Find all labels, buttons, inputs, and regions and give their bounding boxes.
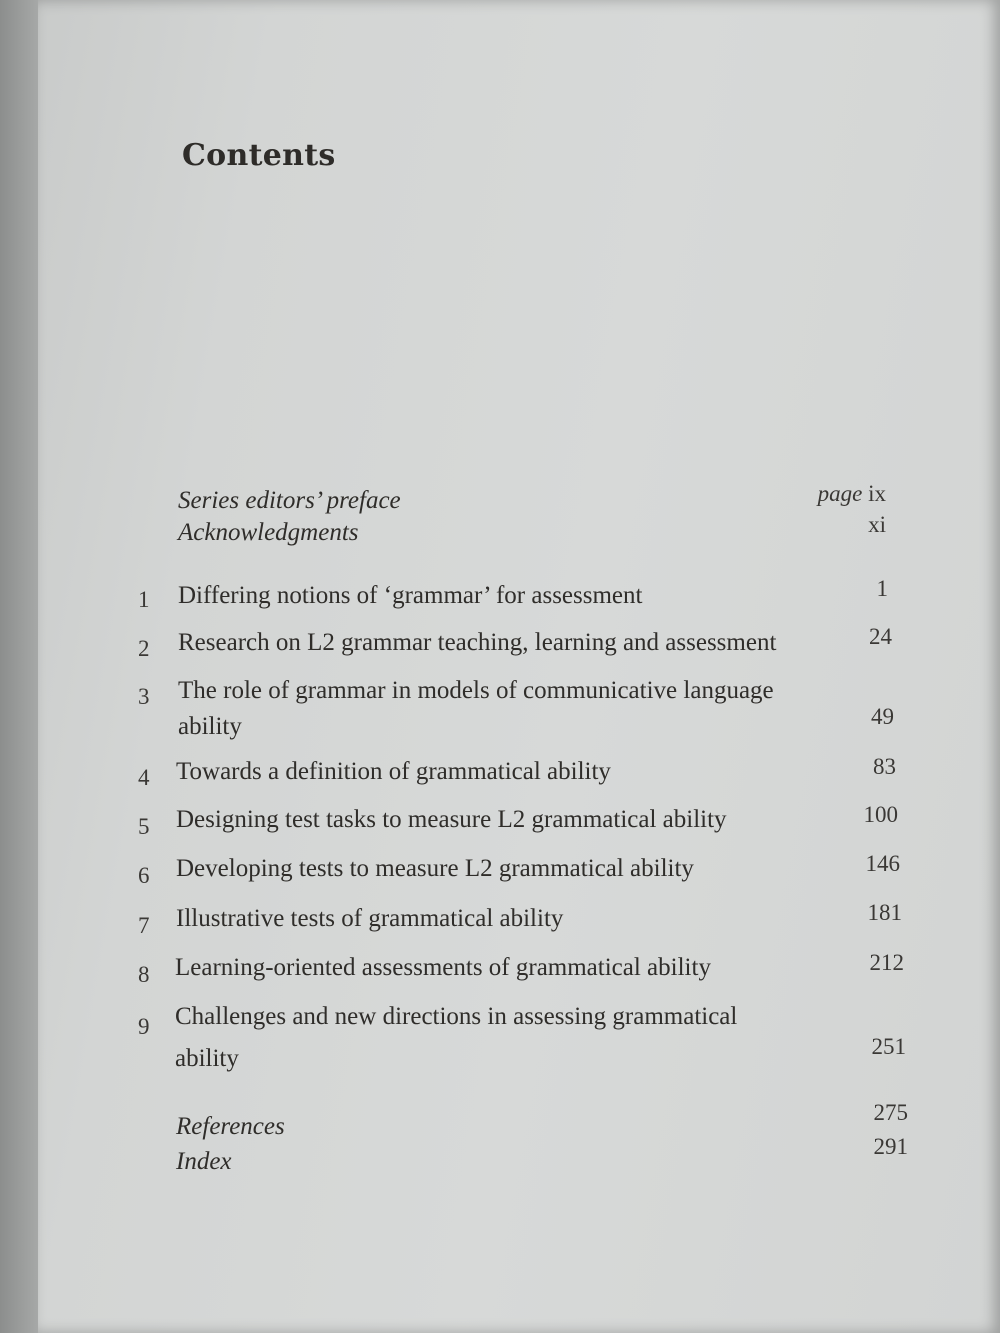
chapter-title-line-1: Challenges and new directions in assessing grammatical — [175, 1003, 738, 1030]
chapter-number: 6 — [138, 863, 150, 888]
chapter-title-line-2: ability — [175, 1045, 239, 1072]
chapter-page: 24 — [869, 624, 892, 649]
toc-entry-index: Index — [176, 1148, 232, 1175]
chapter-page: 1 — [876, 576, 888, 601]
chapter-page: 100 — [863, 802, 898, 827]
chapter-title: Developing tests to measure L2 grammatical ability — [176, 855, 694, 882]
chapter-title-line-2: ability — [178, 713, 242, 740]
page-title: Contents — [182, 138, 336, 173]
chapter-page: 49 — [871, 704, 894, 729]
chapter-number: 3 — [138, 684, 150, 709]
chapter-title: Illustrative tests of grammatical ability — [176, 905, 564, 932]
chapter-page: 181 — [867, 900, 902, 925]
chapter-title: Designing test tasks to measure L2 grammatical ability — [176, 806, 727, 833]
chapter-title: Towards a definition of grammatical ability — [176, 758, 611, 785]
chapter-title: Research on L2 grammar teaching, learning and assessment — [178, 629, 777, 656]
toc-page-references: 275 — [873, 1100, 908, 1125]
chapter-page: 83 — [873, 754, 896, 779]
page-number: ix — [868, 481, 886, 506]
chapter-title: Learning-oriented assessments of grammatical ability — [175, 954, 711, 981]
chapter-number: 7 — [138, 913, 150, 938]
toc-entry-references: References — [176, 1113, 285, 1140]
chapter-number: 1 — [138, 587, 150, 612]
chapter-number: 9 — [138, 1014, 150, 1039]
page-label: page — [817, 481, 863, 506]
toc-page-acknowledgments: xi — [868, 512, 886, 537]
chapter-title: Differing notions of ‘grammar’ for assessment — [178, 582, 643, 609]
toc-entry-series-editors-preface: Series editors’ preface — [178, 487, 401, 514]
chapter-page: 146 — [865, 851, 900, 876]
toc-page-index: 291 — [873, 1134, 908, 1159]
chapter-page: 212 — [869, 950, 904, 975]
toc-page-series-editors-preface — [766, 481, 886, 507]
chapter-title-line-1: The role of grammar in models of communicative language — [178, 677, 774, 704]
chapter-number: 4 — [138, 765, 150, 790]
chapter-page: 251 — [871, 1034, 906, 1059]
chapter-number: 2 — [138, 636, 150, 661]
chapter-number: 8 — [138, 962, 150, 987]
chapter-number: 5 — [138, 814, 150, 839]
toc-entry-acknowledgments: Acknowledgments — [178, 519, 359, 546]
